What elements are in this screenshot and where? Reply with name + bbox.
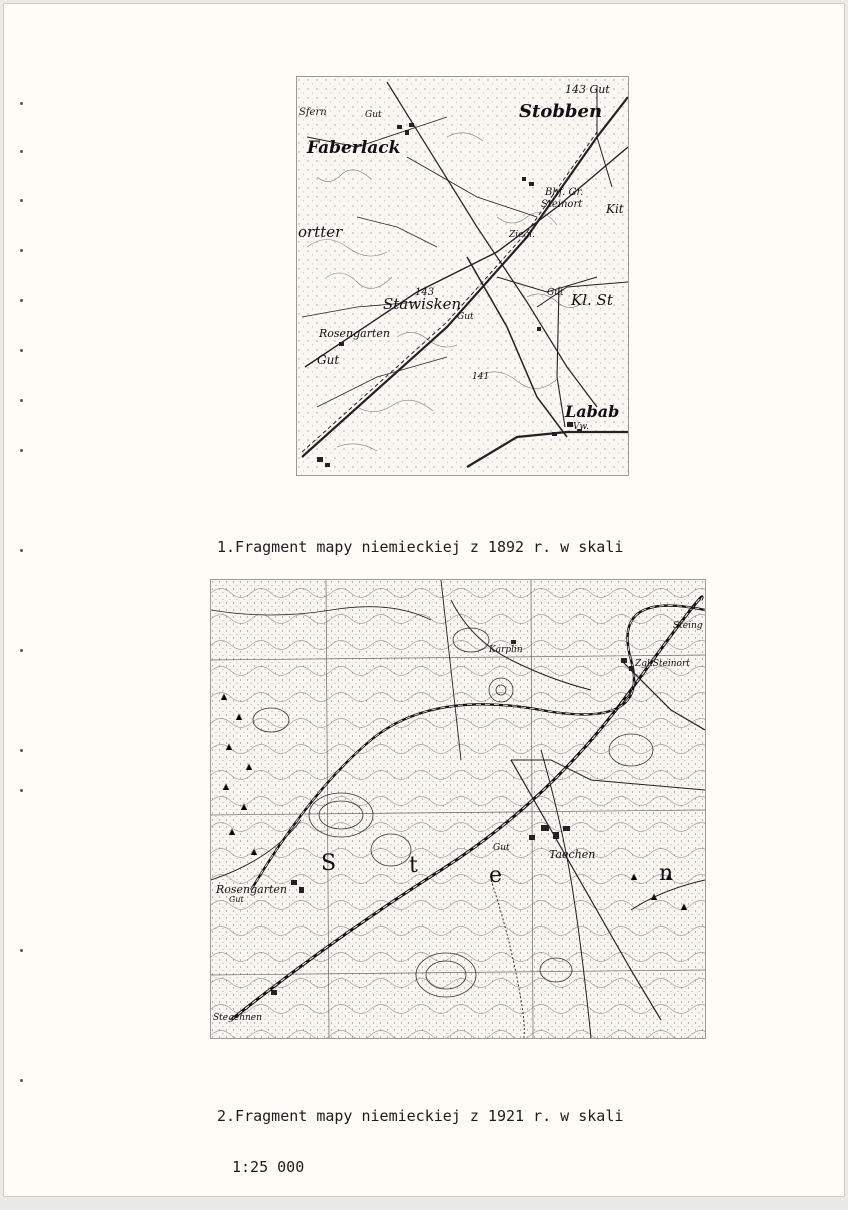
map-1921-drawing: [211, 580, 705, 1038]
margin-mark: [20, 749, 23, 752]
margin-mark: [20, 150, 23, 153]
margin-mark: [20, 789, 23, 792]
map1-label: Gut: [317, 353, 340, 367]
margin-mark: [20, 399, 23, 402]
margin-mark: [20, 449, 23, 452]
map1-label: Stawisken: [383, 295, 462, 313]
map1-label: Vw.: [573, 422, 589, 432]
map-1921: [210, 579, 706, 1039]
map2-label: Taechen: [549, 848, 596, 861]
map1-label: Gut: [365, 110, 382, 120]
margin-mark: [20, 102, 23, 105]
map1-label: Kl. St: [571, 291, 613, 309]
map1-label: Gut: [547, 288, 564, 298]
caption-map-1921: [217, 1074, 623, 1210]
map1-label: Rosengarten: [319, 327, 391, 340]
margin-mark: [20, 299, 23, 302]
map2-label: Steing: [673, 621, 703, 631]
map1-label: ortter: [298, 223, 343, 241]
margin-mark: [20, 649, 23, 652]
map1-label: Ziegl.: [509, 230, 535, 240]
margin-mark: [20, 549, 23, 552]
map1-label: Gut: [457, 312, 474, 322]
map2-label: Zgl.Steinort: [635, 659, 690, 669]
map1-label: Bhf. Gr.: [545, 187, 584, 198]
caption-line: 1.Fragment mapy niemieckiej z 1892 r. w skali: [217, 538, 624, 556]
map2-label: Karplin: [489, 645, 523, 655]
map2-label: Gut: [229, 895, 244, 904]
margin-mark: [20, 949, 23, 952]
map2-label: Rosengarten: [216, 883, 288, 896]
map2-label: t: [409, 853, 418, 878]
margin-mark: [20, 199, 23, 202]
map-1892: [296, 76, 629, 476]
margin-mark: [20, 1079, 23, 1082]
map2-label: Gut: [493, 843, 510, 853]
map1-label: Sfern: [299, 107, 327, 118]
map1-label: Labab: [565, 402, 620, 421]
map1-label: 141: [472, 372, 490, 382]
document-page: [3, 3, 845, 1197]
map1-label: Stobben: [519, 101, 603, 122]
map1-label: Kit: [606, 202, 624, 216]
map-1892-drawing: [297, 77, 628, 475]
caption-line: 1:25 000: [232, 1158, 305, 1176]
map1-label: Steinort: [541, 199, 583, 210]
map1-label: 143 Gut: [565, 83, 610, 96]
margin-mark: [20, 249, 23, 252]
map2-label: S: [321, 851, 337, 876]
caption-line: 2.Fragment mapy niemieckiej z 1921 r. w skali: [217, 1107, 624, 1125]
map2-label: Stegehnen: [213, 1013, 262, 1023]
map1-label: 143: [415, 287, 435, 298]
margin-mark: [20, 349, 23, 352]
map2-label: e: [489, 863, 503, 888]
map2-label: n: [659, 861, 674, 886]
map1-label: Faberlack: [307, 138, 401, 158]
